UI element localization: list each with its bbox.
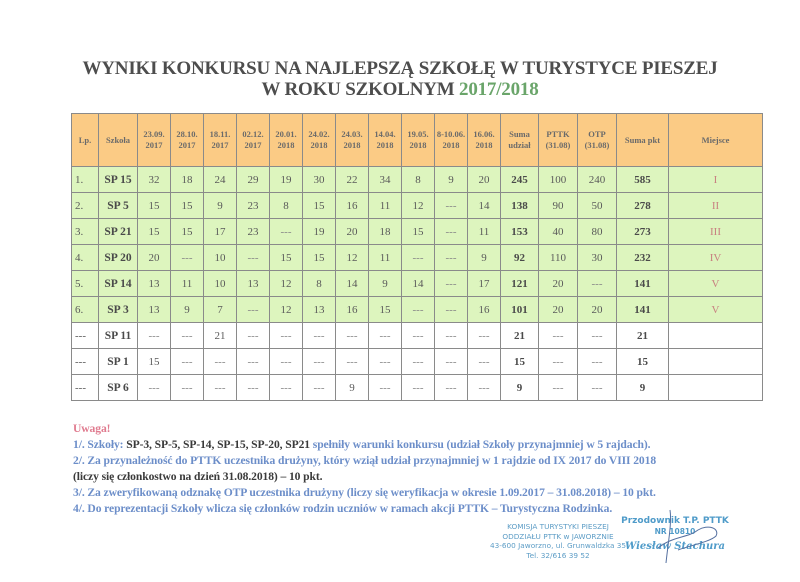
table-row [72, 193, 763, 219]
cell-event-score: --- [369, 349, 402, 375]
cell-lp: --- [72, 323, 99, 349]
cell-event-score: 15 [171, 193, 204, 219]
cell-otp: 50 [578, 193, 617, 219]
cell-event-score: 9 [336, 375, 369, 401]
note-2-line-2: (liczy się członkostwo na dzień 31.08.2018) – 10 pkt. [73, 470, 323, 483]
cell-event-score: 19 [270, 167, 303, 193]
subtitle-prefix: W ROKU SZKOLNYM [261, 79, 460, 100]
notes-section [73, 421, 793, 517]
cell-suma-pkt: 232 [617, 245, 669, 271]
cell-event-score: 9 [171, 297, 204, 323]
cell-event-score: --- [402, 245, 435, 271]
table-row [72, 375, 763, 401]
cell-pttk: 110 [539, 245, 578, 271]
cell-suma-pkt: 21 [617, 323, 669, 349]
cell-event-score: 23 [237, 219, 270, 245]
cell-event-score: --- [171, 349, 204, 375]
page-title: WYNIKI KONKURSU NA NAJLEPSZĄ SZKOŁĘ W TURYSTYCE PIESZEJ [82, 58, 718, 79]
cell-event-score: 9 [468, 245, 501, 271]
stamp-line-4: Tel. 32/616 39 52 [526, 550, 590, 560]
table-row [72, 297, 763, 323]
cell-pttk: 90 [539, 193, 578, 219]
cell-event-score: 14 [402, 271, 435, 297]
signature-number: NR 10810 [654, 527, 696, 536]
cell-event-score: --- [138, 323, 171, 349]
cell-event-score: --- [402, 323, 435, 349]
cell-event-score: --- [237, 245, 270, 271]
cell-event-score: 16 [468, 297, 501, 323]
results-table [71, 113, 763, 401]
table-row [72, 323, 763, 349]
cell-school: SP 15 [99, 167, 138, 193]
cell-event-score: --- [468, 375, 501, 401]
cell-lp: 1. [72, 167, 99, 193]
cell-event-score: 20 [138, 245, 171, 271]
column-header: Miejsce [669, 114, 763, 167]
cell-school: SP 5 [99, 193, 138, 219]
cell-school: SP 1 [99, 349, 138, 375]
cell-otp: 30 [578, 245, 617, 271]
cell-lp: 6. [72, 297, 99, 323]
cell-school: SP 21 [99, 219, 138, 245]
table-row [72, 219, 763, 245]
cell-event-score: --- [336, 323, 369, 349]
cell-event-score: --- [402, 349, 435, 375]
table-header-row [72, 114, 763, 167]
cell-lp: 4. [72, 245, 99, 271]
cell-suma-pkt: 141 [617, 271, 669, 297]
column-header: Suma udział [501, 114, 539, 167]
cell-suma-pkt: 141 [617, 297, 669, 323]
cell-event-score: 12 [270, 271, 303, 297]
cell-lp: 5. [72, 271, 99, 297]
column-header: 24.02. 2018 [303, 114, 336, 167]
cell-event-score: 8 [303, 271, 336, 297]
cell-suma-udzial: 138 [501, 193, 539, 219]
cell-suma-pkt: 15 [617, 349, 669, 375]
cell-event-score: 21 [204, 323, 237, 349]
column-header: 18.11. 2017 [204, 114, 237, 167]
cell-pttk: --- [539, 323, 578, 349]
note-3: 3/. Za zweryfikowaną odznakę OTP uczestnika drużyny (liczy się weryfikacja w okresie 1.09.2017 – 31.08.2018) – 10 pkt. [73, 486, 656, 499]
signature-title: Przodownik T.P. PTTK [621, 516, 729, 526]
stamp-line-2: ODDZIAŁU PTTK w JAWORZNIE [502, 531, 614, 541]
cell-otp: 80 [578, 219, 617, 245]
cell-event-score: 9 [369, 271, 402, 297]
cell-event-score: 15 [303, 245, 336, 271]
column-header: Lp. [72, 114, 99, 167]
cell-miejsce [669, 323, 763, 349]
cell-school: SP 20 [99, 245, 138, 271]
cell-event-score: --- [270, 349, 303, 375]
cell-event-score: --- [204, 375, 237, 401]
cell-suma-pkt: 585 [617, 167, 669, 193]
cell-event-score: --- [468, 349, 501, 375]
cell-lp: --- [72, 375, 99, 401]
cell-event-score: --- [435, 245, 468, 271]
cell-pttk: 20 [539, 297, 578, 323]
handwritten-signature-icon [628, 508, 728, 568]
cell-event-score: 16 [336, 193, 369, 219]
organization-stamp [478, 522, 638, 560]
cell-event-score: 13 [303, 297, 336, 323]
column-header: 20.01. 2018 [270, 114, 303, 167]
cell-miejsce: IV [669, 245, 763, 271]
cell-event-score: --- [204, 349, 237, 375]
cell-event-score: 12 [270, 297, 303, 323]
cell-event-score: --- [435, 323, 468, 349]
cell-event-score: 11 [171, 271, 204, 297]
column-header: 02.12. 2017 [237, 114, 270, 167]
school-year: 2017/2018 [459, 79, 539, 100]
cell-suma-udzial: 21 [501, 323, 539, 349]
cell-event-score: 7 [204, 297, 237, 323]
cell-otp: --- [578, 375, 617, 401]
cell-event-score: --- [435, 193, 468, 219]
table-row [72, 167, 763, 193]
note-2-line-1: 2/. Za przynależność do PTTK uczestnika drużyny, który wziął udział przynajmniej w 1 rajdzie od IX 2017 do VIII 2018 [73, 454, 657, 467]
cell-event-score: 13 [138, 297, 171, 323]
cell-miejsce: III [669, 219, 763, 245]
column-header: PTTK (31.08) [539, 114, 578, 167]
cell-event-score: --- [237, 349, 270, 375]
stamp-line-3: 43-600 Jaworzno, ul. Grunwaldzka 35 [489, 541, 627, 550]
column-header: 19.05. 2018 [402, 114, 435, 167]
cell-lp: 2. [72, 193, 99, 219]
cell-otp: 240 [578, 167, 617, 193]
cell-pttk: --- [539, 375, 578, 401]
cell-suma-pkt: 273 [617, 219, 669, 245]
cell-event-score: 11 [369, 193, 402, 219]
column-header: 14.04. 2018 [369, 114, 402, 167]
cell-event-score: 15 [138, 349, 171, 375]
cell-event-score: 13 [237, 271, 270, 297]
cell-pttk: 100 [539, 167, 578, 193]
cell-event-score: 32 [138, 167, 171, 193]
cell-event-score: --- [402, 375, 435, 401]
cell-event-score: --- [237, 323, 270, 349]
table-row [72, 271, 763, 297]
column-header: Suma pkt [617, 114, 669, 167]
cell-event-score: 34 [369, 167, 402, 193]
cell-event-score: 10 [204, 271, 237, 297]
cell-event-score: 8 [270, 193, 303, 219]
cell-event-score: --- [369, 375, 402, 401]
cell-event-score: --- [435, 375, 468, 401]
cell-pttk: 20 [539, 271, 578, 297]
column-header: 16.06. 2018 [468, 114, 501, 167]
cell-suma-udzial: 15 [501, 349, 539, 375]
note-1 [73, 437, 793, 453]
column-header: OTP (31.08) [578, 114, 617, 167]
cell-event-score: --- [402, 297, 435, 323]
cell-event-score: 18 [369, 219, 402, 245]
cell-school: SP 3 [99, 297, 138, 323]
cell-event-score: --- [303, 349, 336, 375]
cell-otp: --- [578, 271, 617, 297]
cell-event-score: 20 [468, 167, 501, 193]
cell-event-score: --- [468, 323, 501, 349]
cell-event-score: --- [171, 245, 204, 271]
cell-event-score: --- [435, 271, 468, 297]
table-row [72, 245, 763, 271]
cell-event-score: 15 [138, 219, 171, 245]
cell-suma-pkt: 9 [617, 375, 669, 401]
cell-event-score: 24 [204, 167, 237, 193]
cell-event-score: --- [369, 323, 402, 349]
cell-event-score: 11 [369, 245, 402, 271]
cell-school: SP 14 [99, 271, 138, 297]
cell-event-score: 15 [171, 219, 204, 245]
cell-event-score: 9 [204, 193, 237, 219]
cell-event-score: 17 [468, 271, 501, 297]
cell-event-score: 14 [336, 271, 369, 297]
cell-miejsce [669, 375, 763, 401]
cell-event-score: --- [303, 375, 336, 401]
note-1-prefix: 1/. Szkoły: [73, 438, 127, 451]
column-header: 23.09. 2017 [138, 114, 171, 167]
cell-event-score: 18 [171, 167, 204, 193]
note-4: 4/. Do reprezentacji Szkoły wlicza się członków rodzin uczniów w ramach akcji PTTK – Turystyczna Rodzinka. [73, 502, 613, 515]
column-header: 8-10.06. 2018 [435, 114, 468, 167]
cell-event-score: 8 [402, 167, 435, 193]
cell-otp: 20 [578, 297, 617, 323]
cell-event-score: 15 [138, 193, 171, 219]
cell-school: SP 11 [99, 323, 138, 349]
cell-event-score: --- [435, 297, 468, 323]
cell-event-score: 22 [336, 167, 369, 193]
page-subtitle [0, 79, 800, 101]
cell-event-score: --- [270, 219, 303, 245]
column-header: 28.10. 2017 [171, 114, 204, 167]
cell-event-score: 15 [402, 219, 435, 245]
cell-event-score: --- [237, 375, 270, 401]
cell-miejsce: II [669, 193, 763, 219]
cell-suma-udzial: 245 [501, 167, 539, 193]
note-1-suffix: spełniły warunki konkursu (udział Szkoły przynajmniej w 5 rajdach). [309, 438, 651, 451]
cell-event-score: 23 [237, 193, 270, 219]
cell-event-score: 17 [204, 219, 237, 245]
cell-miejsce: I [669, 167, 763, 193]
cell-event-score: 14 [468, 193, 501, 219]
cell-lp: --- [72, 349, 99, 375]
cell-event-score: --- [303, 323, 336, 349]
cell-event-score: 10 [204, 245, 237, 271]
cell-event-score: --- [435, 349, 468, 375]
cell-otp: --- [578, 323, 617, 349]
cell-event-score: --- [270, 375, 303, 401]
cell-suma-udzial: 92 [501, 245, 539, 271]
cell-suma-udzial: 9 [501, 375, 539, 401]
cell-event-score: --- [336, 349, 369, 375]
cell-school: SP 6 [99, 375, 138, 401]
cell-event-score: 30 [303, 167, 336, 193]
cell-pttk: 40 [539, 219, 578, 245]
column-header: Szkoła [99, 114, 138, 167]
cell-event-score: --- [270, 323, 303, 349]
cell-event-score: 16 [336, 297, 369, 323]
cell-lp: 3. [72, 219, 99, 245]
cell-event-score: 15 [303, 193, 336, 219]
cell-event-score: --- [171, 323, 204, 349]
cell-event-score: --- [171, 375, 204, 401]
cell-otp: --- [578, 349, 617, 375]
cell-event-score: 15 [270, 245, 303, 271]
table-row [72, 349, 763, 375]
cell-event-score: 12 [336, 245, 369, 271]
cell-miejsce: V [669, 271, 763, 297]
cell-pttk: --- [539, 349, 578, 375]
note-1-schools: SP-3, SP-5, SP-14, SP-15, SP-20, SP21 [126, 438, 310, 451]
cell-miejsce: V [669, 297, 763, 323]
cell-event-score: 9 [435, 167, 468, 193]
cell-suma-udzial: 121 [501, 271, 539, 297]
cell-event-score: --- [237, 297, 270, 323]
cell-event-score: --- [138, 375, 171, 401]
cell-event-score: --- [435, 219, 468, 245]
cell-event-score: 12 [402, 193, 435, 219]
cell-event-score: 11 [468, 219, 501, 245]
cell-event-score: 29 [237, 167, 270, 193]
cell-event-score: 13 [138, 271, 171, 297]
cell-event-score: 19 [303, 219, 336, 245]
notes-heading: Uwaga! [73, 422, 111, 435]
cell-suma-udzial: 101 [501, 297, 539, 323]
cell-event-score: 15 [369, 297, 402, 323]
signature-stamp [620, 516, 730, 552]
cell-suma-pkt: 278 [617, 193, 669, 219]
column-header: 24.03. 2018 [336, 114, 369, 167]
signature-name: Wiesław Stachura [625, 541, 725, 552]
cell-suma-udzial: 153 [501, 219, 539, 245]
cell-miejsce [669, 349, 763, 375]
cell-event-score: 20 [336, 219, 369, 245]
stamp-line-1: KOMISJA TURYSTYKI PIESZEJ [507, 522, 609, 531]
